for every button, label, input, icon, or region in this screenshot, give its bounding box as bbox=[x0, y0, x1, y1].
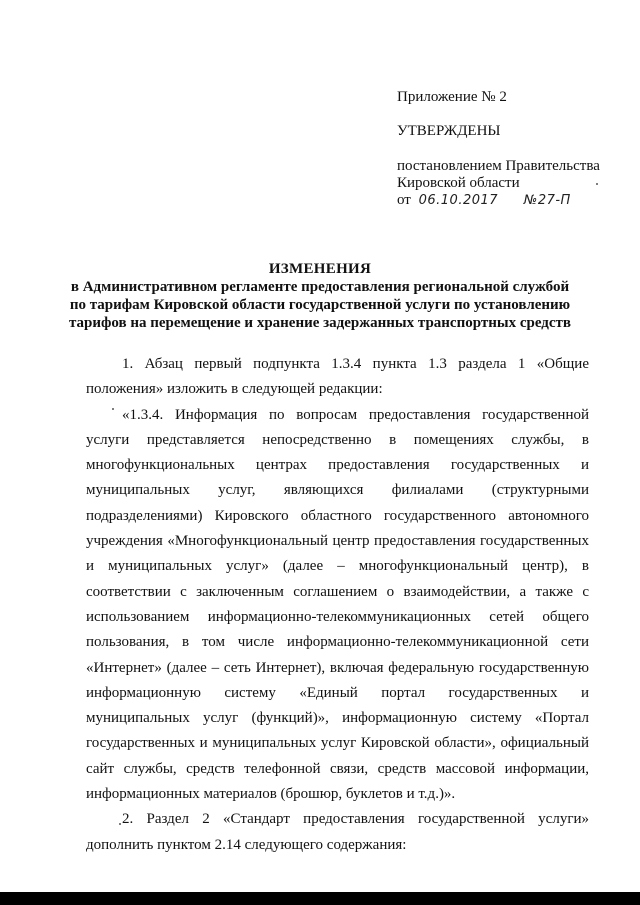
handwritten-number: №27-П bbox=[523, 193, 571, 208]
appendix-label: Приложение № 2 bbox=[397, 89, 507, 105]
date-prefix: от bbox=[397, 192, 411, 208]
scan-speck bbox=[596, 183, 598, 185]
scan-speck bbox=[112, 408, 114, 410]
document-title: ИЗМЕНЕНИЯ bbox=[268, 261, 372, 277]
paragraph-3: 2. Раздел 2 «Стандарт предоставления государственной услуги» дополнить пунктом 2.14 следующего содержания: bbox=[86, 811, 589, 853]
approval-issuer-line1: постановлением Правительства bbox=[397, 158, 600, 174]
handwritten-date: 06.10.2017 bbox=[418, 193, 499, 208]
approval-date-line bbox=[397, 192, 571, 209]
title-subline-1: в Административном регламенте предоставления региональной службой bbox=[70, 279, 570, 295]
approval-issuer-line2: Кировской области bbox=[397, 175, 520, 191]
title-subline-3: тарифов на перемещение и хранение задержанных транспортных средств bbox=[68, 315, 572, 331]
paragraph-2: «1.3.4. Информация по вопросам предоставления государственной услуги представляется непосредственно в помещениях службы, в многофункциональных центрах предоставления государственных и муниципальных услуг, являющихся филиалами (структурными подразделениями) Кировского областного государственного автономного учреждения «Многофункциональный центр предоставления государственных и муниципальных услуг» (далее – многофункциональный центр), в соответствии с заключенным соглашением о взаимодействии, а также с использованием информационно-телекоммуникационных сетей общего пользования, в том числе информационно-телекоммуникационной сети «Интернет» (далее – сеть Интернет), включая федеральную государственную информационную систему «Единый портал государственных и муниципальных услуг (функций)», информационную систему «Портал государственных и муниципальных услуг Кировской области», официальный сайт службы, средств телефонной связи, средств массовой информации, информационных материалов (брошюр, буклетов и т.д.)». bbox=[86, 406, 589, 803]
approved-label: УТВЕРЖДЕНЫ bbox=[397, 123, 501, 139]
scan-speck bbox=[119, 823, 121, 825]
scan-bottom-edge bbox=[0, 892, 640, 905]
document-body bbox=[86, 352, 589, 858]
title-subline-2: по тарифам Кировской области государственной услуги по установлению bbox=[69, 297, 571, 313]
paragraph-1: 1. Абзац первый подпункта 1.3.4 пункта 1.3 раздела 1 «Общие положения» изложить в следующей редакции: bbox=[86, 356, 589, 398]
